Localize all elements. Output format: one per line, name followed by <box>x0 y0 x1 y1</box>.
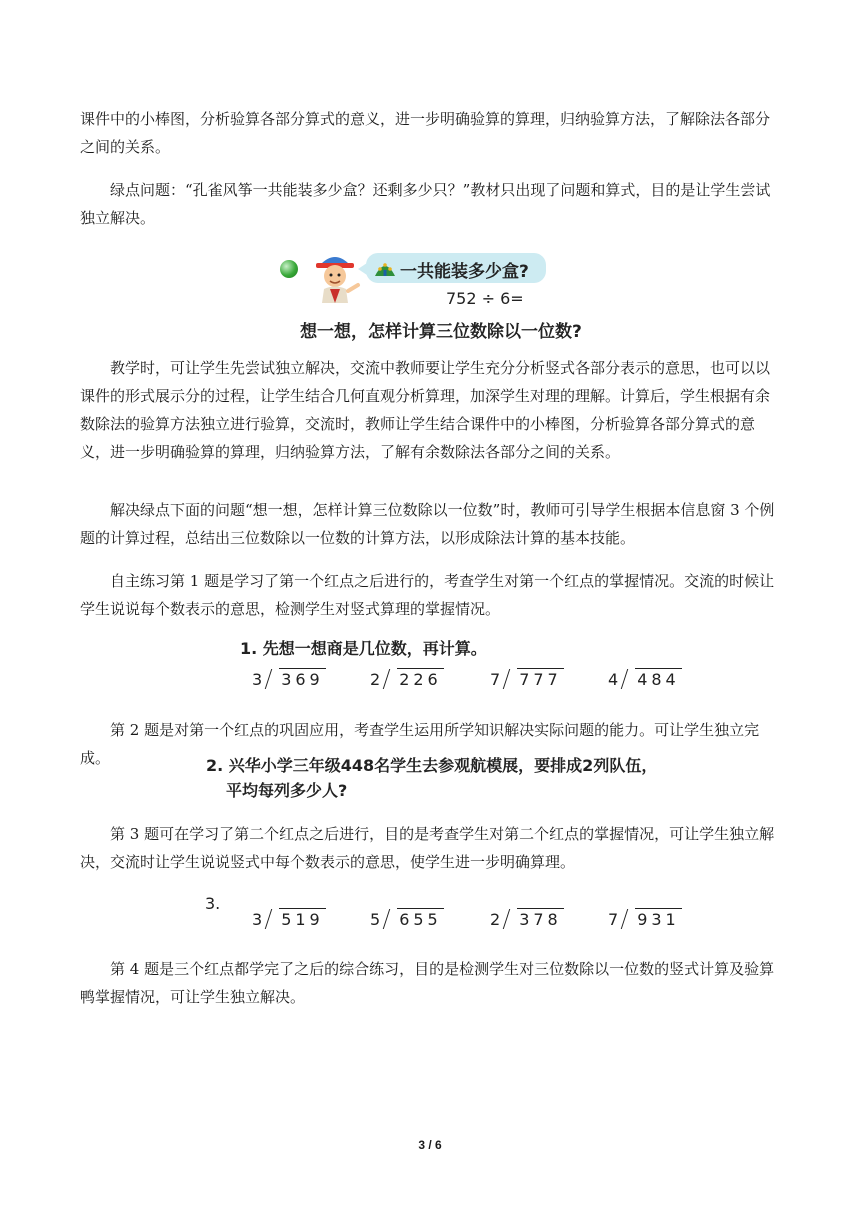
paragraph-5: 自主练习第 1 题是学习了第一个红点之后进行的，考查学生对第一个红点的掌握情况。交流的时候让学生说说每个数表示的意思，检测学生对竖式算理的掌握情况。 <box>80 572 775 618</box>
exercise-1-title: 1. 先想一想商是几位数，再计算。 <box>240 639 487 658</box>
division-problem: 2 226 <box>370 670 442 689</box>
paragraph-6: 第 2 题是对第一个红点的巩固应用，考查学生运用所学知识解决实际问题的能力。可让学生独立完成。 <box>80 721 760 767</box>
question-bubble <box>366 253 546 283</box>
division-problem: 3 369 <box>252 670 324 689</box>
student-cartoon-icon <box>306 245 364 303</box>
exercise-2-line-1: 2. 兴华小学三年级448名学生去参观航模展，要排成2列队伍， <box>206 756 658 775</box>
division-problem: 5 655 <box>370 910 442 929</box>
equation: 752 ÷ 6= <box>446 289 524 308</box>
paragraph-7: 第 3 题可在学习了第二个红点之后进行，目的是考查学生对第二个红点的掌握情况，可让学生独立解决，交流时让学生说说竖式中每个数表示的意思，使学生进一步明确算理。 <box>80 825 775 871</box>
exercise-2-line-2: 平均每列多少人? <box>226 781 348 800</box>
division-problem: 7 931 <box>608 910 680 929</box>
division-problem: 4 484 <box>608 670 680 689</box>
paragraph-3: 教学时，可让学生先尝试独立解决，交流中教师要让学生充分分析竖式各部分表示的意思，也可以以课件的形式展示分的过程，让学生结合几何直观分析算理，加深学生对理的理解。计算后，学生根据有余数除法的验算方法独立进行验算，交流时，教师让学生结合课件中的小棒图，分析验算各部分算式的意义，进一步明确验算的算理，归纳验算方法，了解有余数除法各部分之间的关系。 <box>80 359 771 461</box>
division-problem: 2 378 <box>490 910 562 929</box>
think-prompt: 想一想，怎样计算三位数除以一位数? <box>300 322 582 342</box>
paragraph-8: 第 4 题是三个红点都学完了之后的综合练习，目的是检测学生对三位数除以一位数的竖式计算及验算鸭掌握情况，可让学生独立解决。 <box>80 960 775 1006</box>
page-number: 3 / 6 <box>418 1138 442 1152</box>
paragraph-1: 课件中的小棒图，分析验算各部分算式的意义，进一步明确验算的算理，归纳验算方法，了解除法各部分之间的关系。 <box>80 110 771 156</box>
green-point-figure <box>276 245 606 345</box>
green-dot-icon <box>280 260 298 278</box>
paragraph-2: 绿点问题：“孔雀风筝一共能装多少盒？还剩多少只？”教材只出现了问题和算式，目的是让学生尝试独立解决。 <box>80 181 771 227</box>
peacock-icon <box>374 259 396 277</box>
paragraph-4: 解决绿点下面的问题“想一想，怎样计算三位数除以一位数”时，教师可引导学生根据本信息窗 3 个例题的计算过程，总结出三位数除以一位数的计算方法，以形成除法计算的基本技能。 <box>80 501 775 547</box>
division-problem: 7 777 <box>490 670 562 689</box>
exercise-3-number: 3. <box>205 894 221 913</box>
question-text: 一共能装多少盒? <box>400 262 529 282</box>
division-problem: 3 519 <box>252 910 324 929</box>
